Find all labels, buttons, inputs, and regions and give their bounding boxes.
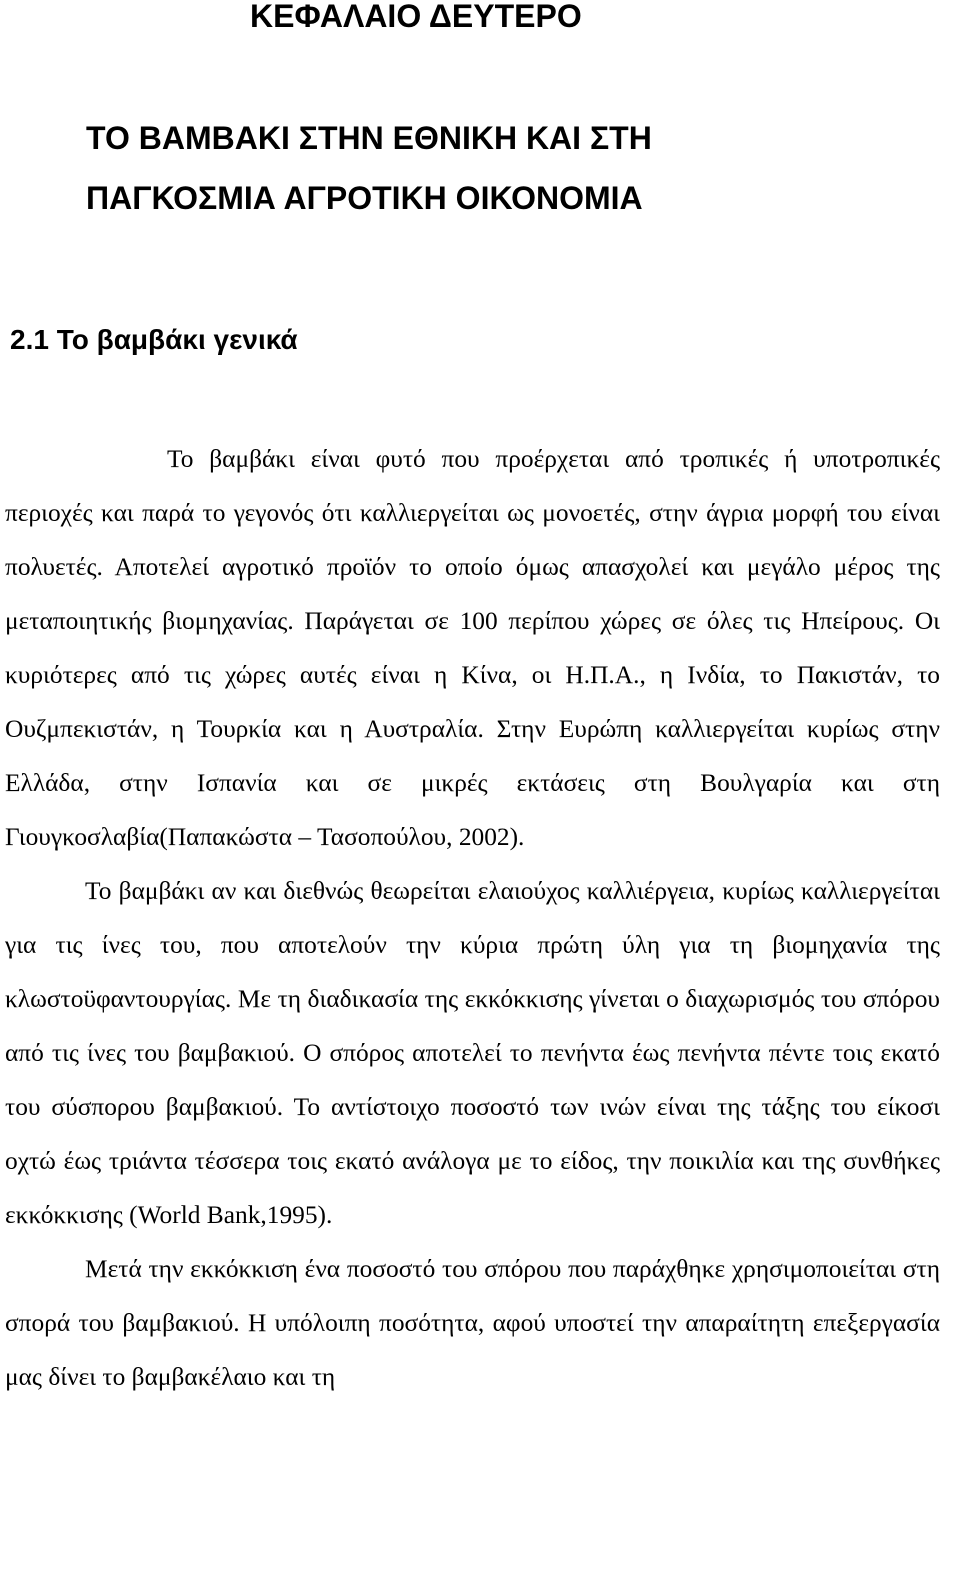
chapter-title: ΚΕΦΑΛΑΙΟ ΔΕΥΤΕΡΟ [250,0,582,34]
paragraph-intro: Το βαμβάκι είναι φυτό που προέρχεται από τροπικές ή υποτροπικές περιοχές και παρά το γεγονός ότι καλλιεργείται ως μονοετές, στην άγρια μορφή του είναι πολυετές. Αποτελεί αγροτικό προϊόν το οποίο όμως απασχολεί και μεγάλο μέρος της μεταποιητικής βιομηχανίας. Παράγεται σε 100 περίπου χώρες σε όλες τις Ηπείρους. Οι κυριότερες από τις χώρες αυτές είναι η Κίνα, οι Η.Π.Α., η Ινδία, το Πακιστάν, το Ουζμπεκιστάν, η Τουρκία και η Αυστραλία. Στην Ευρώπη καλλιεργείται κυρίως στην Ελλάδα, στην Ισπανία και σε μικρές εκτάσεις στη Βουλγαρία και στη Γιουγκοσλαβία(Παπακώστα – Τασοπούλου, 2002). [5,445,940,851]
paragraph-ginning: Μετά την εκκόκκιση ένα ποσοστό του σπόρου που παράχθηκε χρησιμοποιείται στη σπορά του βαμβακιού. Η υπόλοιπη ποσότητα, αφού υποστεί την απαραίτητη επεξεργασία μας δίνει το βαμβακέλαιο και τη [5,1255,940,1391]
paragraph-fibers: Το βαμβάκι αν και διεθνώς θεωρείται ελαιούχος καλλιέργεια, κυρίως καλλιεργείται για τις ίνες του, που αποτελούν την κύρια πρώτη ύλη για τη βιομηχανία της κλωστοϋφαντουργίας. Με τη διαδικασία της εκκόκκισης γίνεται ο διαχωρισμός του σπόρου από τις ίνες του βαμβακιού. Ο σπόρος αποτελεί το πενήντα έως πενήντα πέντε τοις εκατό του σύσπορου βαμβακιού. Το αντίστοιχο ποσοστό των ινών είναι της τάξης του είκοσι οχτώ έως τριάντα τέσσερα τοις εκατό ανάλογα με το είδος, την ποικιλία και της συνθήκες εκκόκκισης (World Bank,1995). [5,877,940,1229]
chapter-subtitle: ΤΟ ΒΑΜΒΑΚΙ ΣΤΗΝ ΕΘΝΙΚΗ ΚΑΙ ΣΤΗ ΠΑΓΚΟΣΜΙΑ ΑΓΡΟΤΙΚΗ ΟΙΚΟΝΟΜΙΑ [86,120,652,216]
section-title: 2.1 Το βαμβάκι γενικά [10,324,298,355]
